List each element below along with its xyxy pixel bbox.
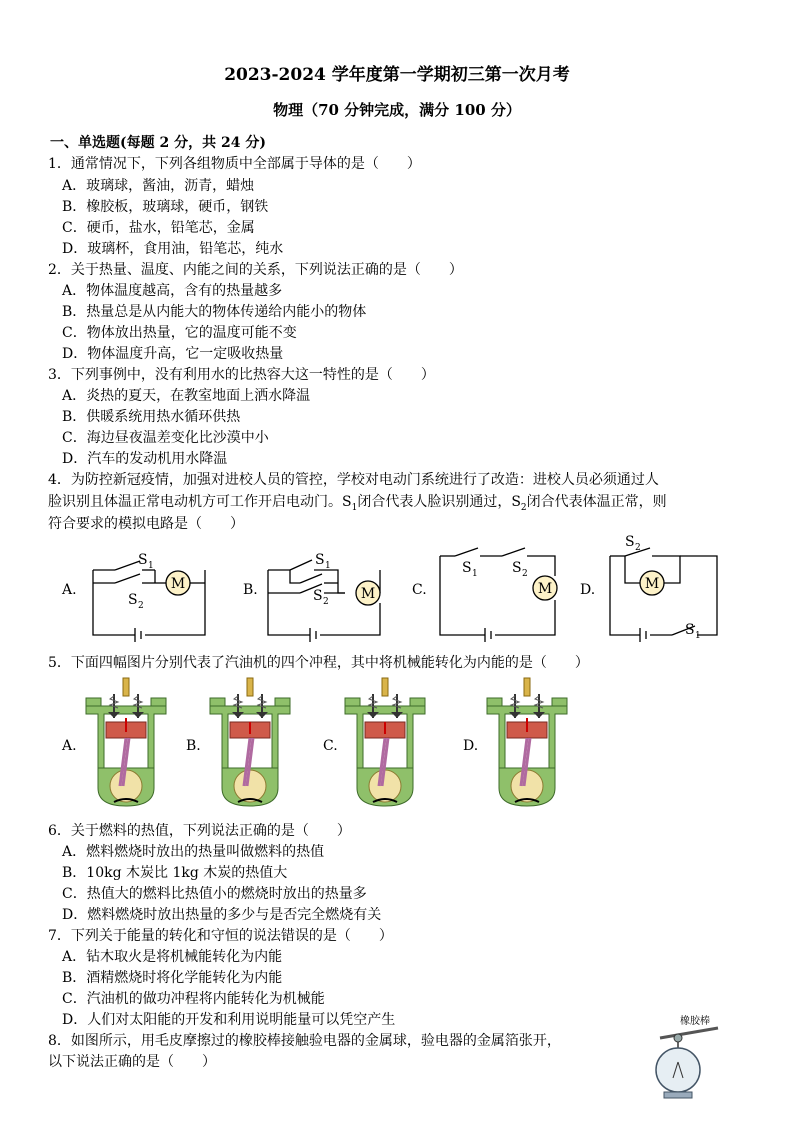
q7-option-a: A．钻木取火是将机械能转化为内能	[62, 949, 283, 965]
q7-option-b: B．酒精燃烧时将化学能转化为内能	[62, 970, 283, 986]
engine-a	[86, 678, 166, 806]
q3-option-c: C．海边昼夜温差变化比沙漠中小	[62, 430, 269, 446]
q5-label-c: C.	[323, 738, 338, 754]
q4-circuit-diagrams	[0, 528, 794, 648]
q5-engine-diagrams	[0, 672, 794, 820]
svg-text:2: 2	[522, 569, 528, 579]
q5-stem: 5．下面四幅图片分别代表了汽油机的四个冲程，其中将机械能转化为内能的是（ ）	[48, 655, 589, 671]
q3-option-b: B．供暖系统用热水循环供热	[62, 409, 241, 425]
q1-option-d: D．玻璃杯，食用油，铅笔芯，纯水	[62, 241, 284, 257]
svg-text:2: 2	[323, 597, 329, 607]
q3-option-d: D．汽车的发动机用水降温	[62, 451, 228, 467]
q6-option-a: A．燃料燃烧时放出的热量叫做燃料的热值	[62, 844, 325, 860]
section-heading: 一、单选题(每题 2 分，共 24 分)	[50, 135, 266, 151]
motor-a	[166, 571, 190, 595]
circuit-d	[610, 548, 717, 642]
q8-stem-line2: 以下说法正确的是（ ）	[48, 1054, 216, 1070]
svg-text:M: M	[537, 581, 553, 597]
q2-option-a: A．物体温度越高，含有的热量越多	[62, 283, 283, 299]
switch-label: S	[128, 592, 138, 608]
q6-option-c: C．热值大的燃料比热值小的燃烧时放出的热量多	[62, 886, 367, 902]
q4-stem-line3: 符合要求的模拟电路是（ ）	[48, 516, 244, 532]
switch-label: S	[625, 534, 635, 550]
q4-label-b: B.	[243, 582, 258, 598]
switch-label: S	[512, 560, 522, 576]
exam-subtitle: 物理（70 分钟完成，满分 100 分）	[273, 101, 521, 119]
switch-label: S	[462, 560, 472, 576]
motor-c	[533, 576, 557, 600]
engine-d	[487, 678, 567, 806]
svg-text:M: M	[360, 586, 376, 602]
q7-option-d: D．人们对太阳能的开发和利用说明能量可以凭空产生	[62, 1012, 396, 1028]
q1-stem: 1．通常情况下，下列各组物质中全部属于导体的是（ ）	[48, 156, 421, 172]
motor-b	[356, 581, 380, 605]
q6-stem: 6．关于燃料的热值，下列说法正确的是（ ）	[48, 823, 351, 839]
q4-stem-line1: 4．为防控新冠疫情，加强对进校人员的管控，学校对电动门系统进行了改造：进校人员必须通过人	[48, 472, 659, 488]
svg-text:1: 1	[695, 631, 701, 641]
engine-b	[210, 678, 290, 806]
q1-option-a: A．玻璃球，酱油，沥青，蜡烛	[62, 178, 255, 194]
q5-label-d: D.	[463, 738, 479, 754]
switch-label: S	[315, 552, 325, 568]
svg-text:M: M	[170, 576, 186, 592]
rod-label: 橡胶棒	[680, 1016, 710, 1027]
q7-option-c: C．汽油机的做功冲程将内能转化为机械能	[62, 991, 325, 1007]
switch-label: S	[685, 622, 695, 638]
q6-option-d: D．燃料燃烧时放出热量的多少与是否完全燃烧有关	[62, 907, 382, 923]
q2-option-d: D．物体温度升高，它一定吸收热量	[62, 346, 284, 362]
q6-option-b: B．10kg 木炭比 1kg 木炭的热值大	[62, 865, 288, 881]
exam-title: 2023-2024 学年度第一学期初三第一次月考	[224, 65, 570, 85]
q5-label-b: B.	[186, 738, 201, 754]
q2-option-c: C．物体放出热量，它的温度可能不变	[62, 325, 297, 341]
electroscope-diagram	[640, 1012, 730, 1108]
q4-label-a: A.	[62, 582, 77, 598]
svg-text:1: 1	[472, 569, 478, 579]
q5-label-a: A.	[62, 738, 77, 754]
svg-text:1: 1	[148, 561, 154, 571]
svg-text:1: 1	[325, 561, 331, 571]
q4-label-d: D.	[580, 582, 596, 598]
engine-c	[345, 678, 425, 806]
q4-stem-line2: 脸识别且体温正常电动机方可工作开启电动门。$S_1$闭合代表人脸识别通过，$S_2$闭合代表体温正常，则	[48, 494, 667, 513]
q4-label-c: C.	[412, 582, 427, 598]
motor-d	[640, 571, 664, 595]
svg-text:2: 2	[138, 601, 144, 611]
q7-stem: 7．下列关于能量的转化和守恒的说法错误的是（ ）	[48, 928, 393, 944]
q1-option-b: B．橡胶板，玻璃球，硬币，钢铁	[62, 199, 269, 215]
q2-stem: 2．关于热量、温度、内能之间的关系，下列说法正确的是（ ）	[48, 262, 463, 278]
q1-option-c: C．硬币，盐水，铅笔芯，金属	[62, 220, 255, 236]
svg-text:2: 2	[635, 543, 641, 553]
svg-text:M: M	[644, 576, 660, 592]
switch-label: S	[313, 588, 323, 604]
q8-stem-line1: 8．如图所示，用毛皮摩擦过的橡胶棒接触验电器的金属球，验电器的金属箔张开，	[48, 1033, 561, 1049]
q2-option-b: B．热量总是从内能大的物体传递给内能小的物体	[62, 304, 367, 320]
q3-stem: 3．下列事例中，没有利用水的比热容大这一特性的是（ ）	[48, 367, 435, 383]
circuit-a	[93, 561, 205, 642]
q3-option-a: A．炎热的夏天，在教室地面上洒水降温	[62, 388, 311, 404]
switch-label: S	[138, 552, 148, 568]
